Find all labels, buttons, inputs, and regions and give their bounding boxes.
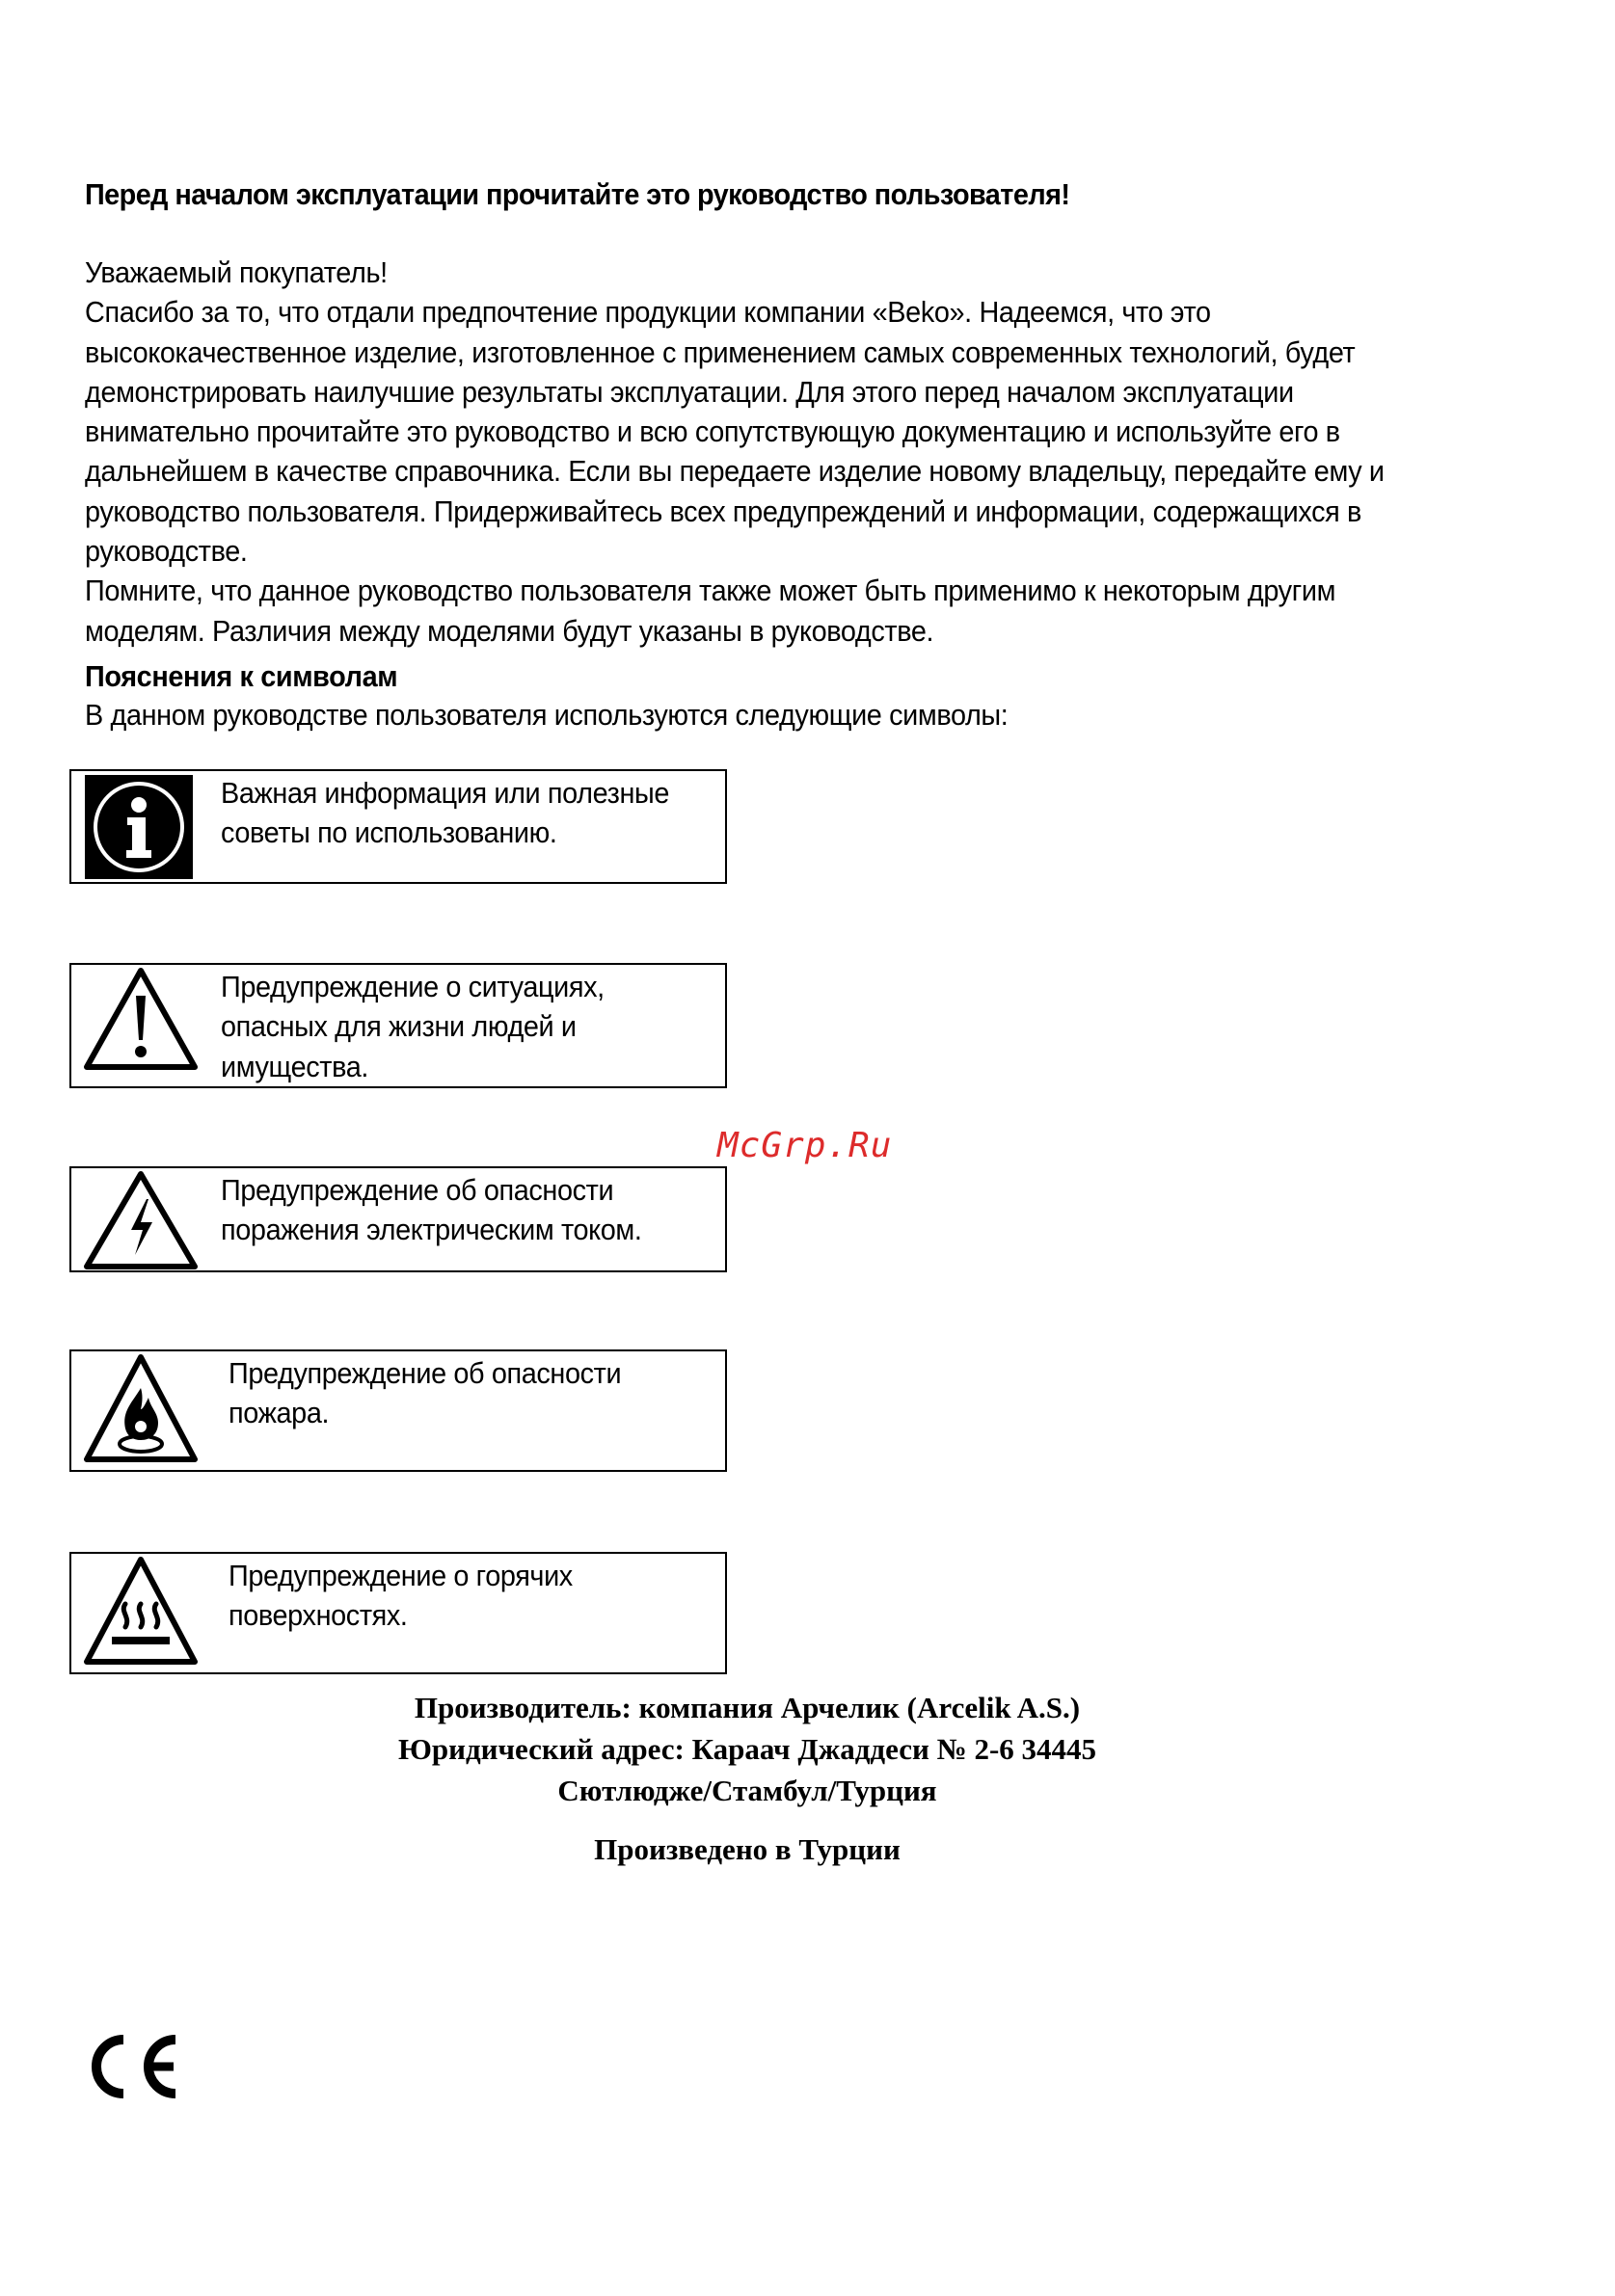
symbol-text: Предупреждение о горячих поверхностях.	[229, 1559, 573, 1633]
manufacturer-line: Производитель: компания Арчелик (Arcelik A.S.)	[414, 1691, 1081, 1724]
made-in: Произведено в Турции	[594, 1832, 901, 1866]
symbol-text: Предупреждение об опасности пожара.	[229, 1356, 622, 1430]
symbols-title: Пояснения к символам	[85, 659, 398, 693]
electric-shock-icon	[83, 1170, 199, 1270]
intro-line: руководстве.	[85, 534, 248, 569]
symbol-text: Важная информация или полезные советы по использованию.	[221, 776, 670, 850]
intro-text	[85, 253, 1520, 651]
info-icon	[83, 775, 199, 879]
watermark: McGrp.Ru	[717, 1126, 893, 1165]
intro-line: дальнейшем в качестве справочника. Если вы передаете изделие новому владельцу, передайте ему и	[85, 454, 1385, 489]
intro-line: демонстрировать наилучшие результаты эксплуатации. Для этого перед началом эксплуатации	[85, 374, 1294, 409]
page-heading: Перед началом эксплуатации прочитайте это руководство пользователя!	[85, 177, 1070, 211]
fire-hazard-icon	[83, 1353, 199, 1465]
symbol-box-electric	[69, 1166, 727, 1272]
intro-line: руководство пользователя. Придерживайтесь всех предупреждений и информации, содержащихся в	[85, 494, 1362, 528]
symbol-text: Предупреждение о ситуациях, опасных для жизни людей и имущества.	[221, 970, 605, 1083]
symbol-text: Предупреждение об опасности поражения электрическим током.	[221, 1173, 642, 1247]
symbol-box-hot	[69, 1552, 727, 1674]
symbol-box-info	[69, 769, 727, 884]
symbol-box-fire	[69, 1349, 727, 1472]
intro-line: Помните, что данное руководство пользователя также может быть применимо к некоторым другим	[85, 574, 1336, 608]
intro-line: Спасибо за то, что отдали предпочтение продукции компании «Beko». Надеемся, что это	[85, 295, 1211, 330]
warning-icon	[83, 967, 199, 1073]
ce-mark-icon	[81, 2032, 181, 2101]
manufacturer-address: Юридический адрес: Караач Джаддеси № 2-6 34445	[397, 1732, 1097, 1766]
intro-line: внимательно прочитайте это руководство и всю сопутствующую документацию и используйте его в	[85, 414, 1340, 449]
hot-surface-icon	[83, 1556, 199, 1668]
intro-line: высококачественное изделие, изготовленное с применением самых современных технологий, будет	[85, 334, 1356, 369]
greeting: Уважаемый покупатель!	[85, 255, 388, 289]
manufacturer-city: Сютлюдже/Стамбул/Турция	[557, 1774, 937, 1807]
symbols-intro: В данном руководстве пользователя используются следующие символы:	[85, 698, 1009, 732]
symbol-box-warning	[69, 963, 727, 1088]
intro-line: моделям. Различия между моделями будут указаны в руководстве.	[85, 613, 934, 648]
